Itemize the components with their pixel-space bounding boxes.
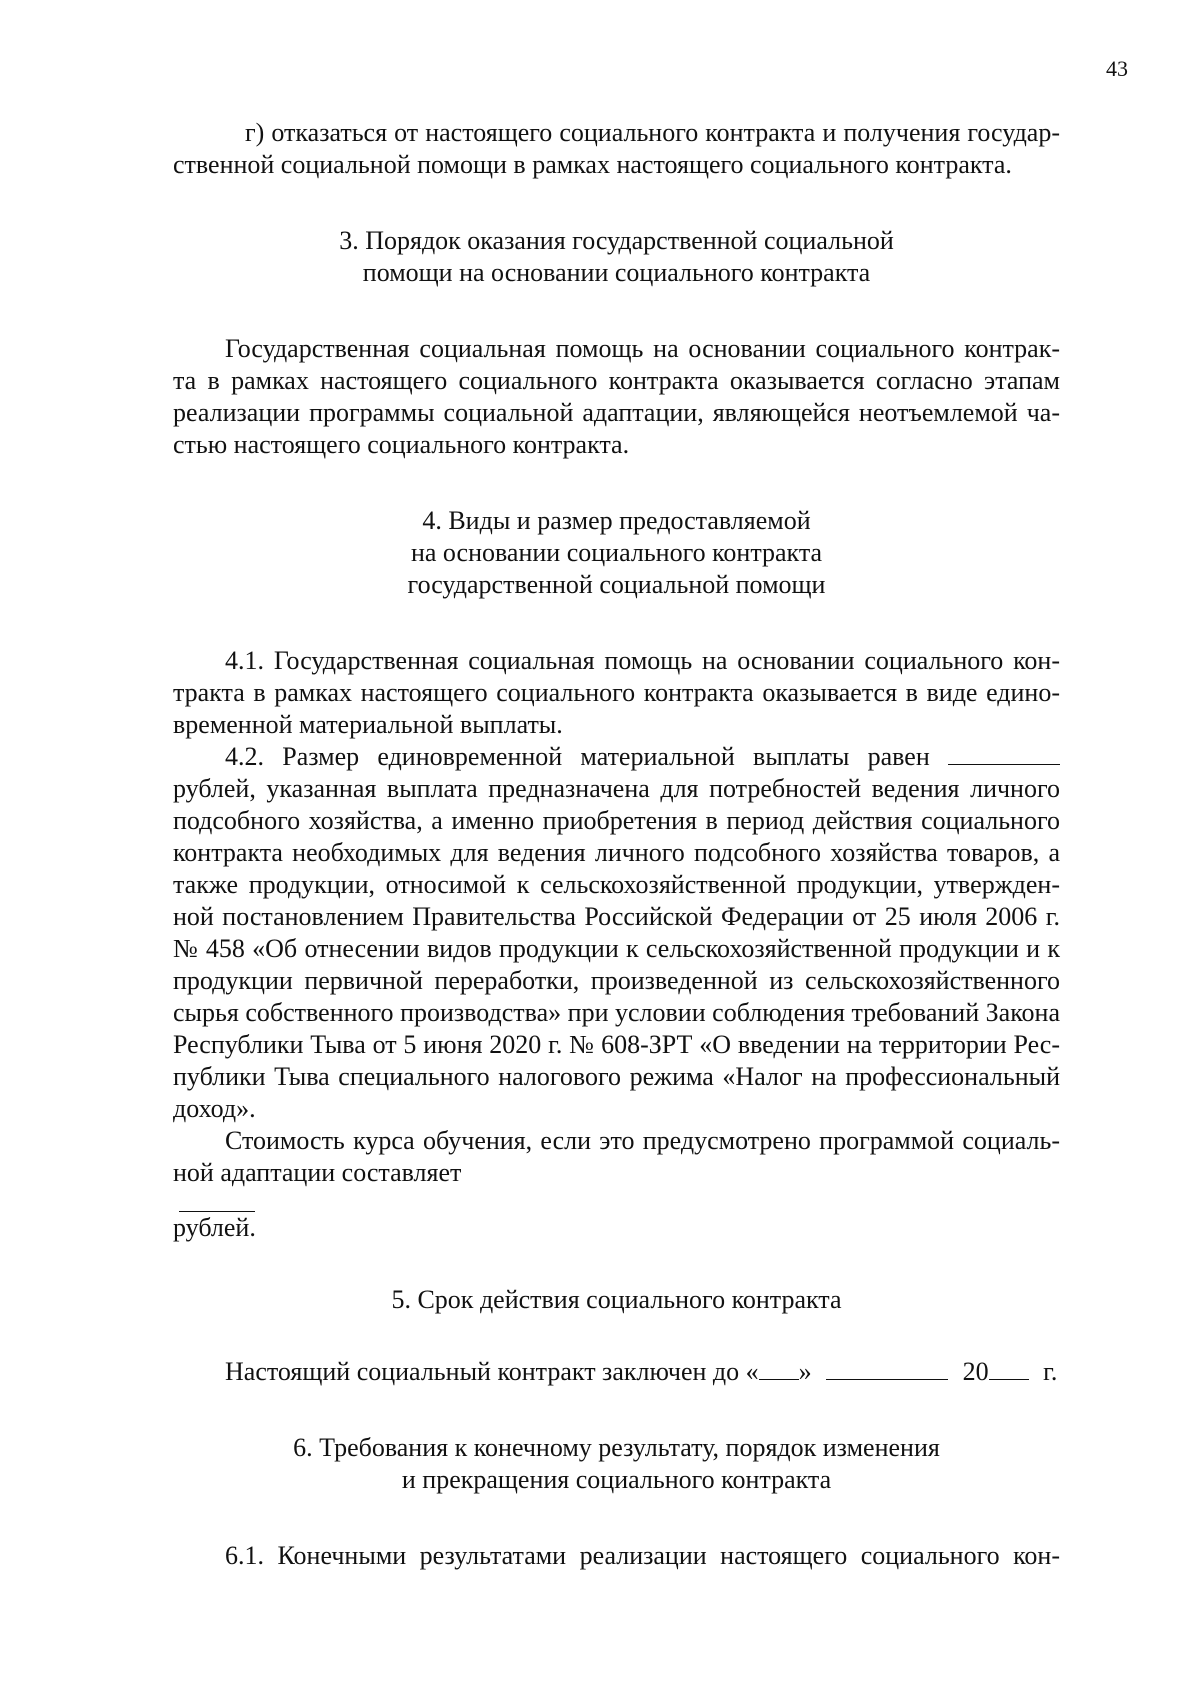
section-4-title-line-2: на основании социального контракта <box>410 538 823 567</box>
cost-line-1: Стоимость курса обучения, если это предусмотрено программой социаль- <box>225 1126 1060 1155</box>
page-number: 43 <box>1106 56 1128 81</box>
p42-line-3: подсобного хозяйства, а именно приобретения в период действия социального <box>173 806 1060 835</box>
p42-line-12: доход». <box>173 1094 256 1123</box>
cost-line-2 <box>173 1157 1060 1244</box>
year-suffix: г. <box>1043 1357 1058 1386</box>
course-cost-blank <box>179 1189 255 1212</box>
p42-line-6: ной постановлением Правительства Российской Федерации от 25 июля 2006 г. <box>173 902 1060 931</box>
term-text: Настоящий социальный контракт заключен до « <box>225 1357 759 1386</box>
section-3-paragraph <box>173 333 1060 461</box>
clause-g-line-1: г) отказаться от настоящего социального контракта и получения государ- <box>245 118 1060 147</box>
month-blank <box>826 1357 948 1380</box>
section-4-title-line-1: 4. Виды и размер предоставляемой <box>422 506 811 535</box>
day-blank <box>759 1357 799 1380</box>
section-6-title-line-1: 6. Требования к конечному результату, порядок изменения <box>293 1433 940 1462</box>
year-blank <box>989 1357 1029 1380</box>
p42-first-text: 4.2. Размер единовременной материальной выплаты равен <box>225 742 930 771</box>
section-4-title <box>173 505 1060 601</box>
paragraph-6-1 <box>173 1540 1060 1572</box>
amount-blank <box>948 742 1060 765</box>
section-5-title-text: 5. Срок действия социального контракта <box>391 1285 842 1314</box>
section-3-line-4: стью настоящего социального контракта. <box>173 430 630 459</box>
p41-line-3: временной материальной выплаты. <box>173 710 563 739</box>
paragraph-4-2 <box>173 741 1060 1125</box>
p42-line-9: сырья собственного производства» при условии соблюдения требований Закона <box>173 998 1060 1027</box>
section-6-title <box>173 1432 1060 1496</box>
section-3-title-line-2: помощи на основании социального контракта <box>362 258 871 287</box>
p42-line-8: продукции первичной переработки, произведенной из сельскохозяйственного <box>173 966 1060 995</box>
section-5-title <box>173 1284 1060 1316</box>
quote-close: » <box>798 1357 812 1386</box>
p42-line-1 <box>173 741 1060 773</box>
cost-line-2-text: ной адаптации составляет <box>173 1158 462 1187</box>
section-5-sentence <box>173 1356 1060 1388</box>
document-body <box>173 117 1060 1572</box>
clause-g-line-2: ственной социальной помощи в рамках настоящего социального контракта. <box>173 150 1012 179</box>
p42-line-2: рублей, указанная выплата предназначена для потребностей ведения личного <box>173 774 1060 803</box>
clause-g <box>173 117 1060 181</box>
p61-line-1: 6.1. Конечными результатами реализации настоящего социального кон- <box>225 1541 1060 1570</box>
p42-line-11: публики Тыва специального налогового режима «Налог на профессиональный <box>173 1062 1060 1091</box>
p42-line-7: № 458 «Об отнесении видов продукции к сельскохозяйственной продукции и к <box>173 934 1060 963</box>
year-prefix: 20 <box>962 1357 989 1386</box>
section-6-title-line-2: и прекращения социального контракта <box>401 1465 832 1494</box>
section-3-line-3: реализации программы социальной адаптации, являющейся неотъемлемой ча- <box>173 398 1060 427</box>
p42-line-10: Республики Тыва от 5 июня 2020 г. № 608-ЗРТ «О введении на территории Рес- <box>173 1030 1060 1059</box>
cost-line-2-rubles: рублей. <box>173 1213 256 1242</box>
section-3-line-2: та в рамках настоящего социального контракта оказывается согласно этапам <box>173 366 1060 395</box>
section-3-line-1: Государственная социальная помощь на основании социального контрак- <box>225 334 1060 363</box>
paragraph-4-1 <box>173 645 1060 741</box>
p41-line-2: тракта в рамках настоящего социального контракта оказывается в виде едино- <box>173 678 1060 707</box>
section-3-title-line-1: 3. Порядок оказания государственной социальной <box>339 226 894 255</box>
p41-line-1: 4.1. Государственная социальная помощь на основании социального кон- <box>225 646 1060 675</box>
section-4-title-line-3: государственной социальной помощи <box>407 570 826 599</box>
section-3-title <box>173 225 1060 289</box>
p42-line-4: контракта необходимых для ведения личного подсобного хозяйства товаров, а <box>173 838 1060 867</box>
paragraph-cost <box>173 1125 1060 1244</box>
p42-line-5: также продукции, относимой к сельскохозяйственной продукции, утвержден- <box>173 870 1060 899</box>
